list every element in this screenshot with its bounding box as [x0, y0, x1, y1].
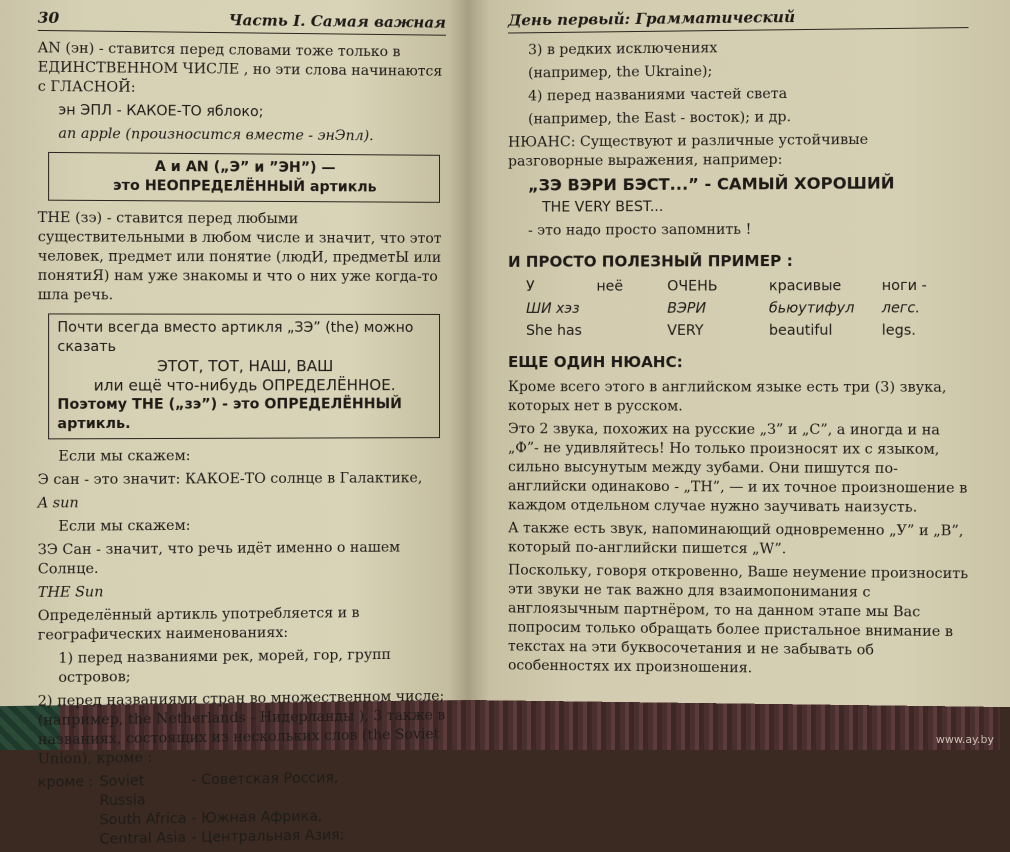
example-cell — [596, 322, 667, 341]
geo-en: South Africa — [99, 810, 187, 829]
rule-4: 4) перед названиями частей света — [528, 85, 788, 105]
rule-4-example: (например, the East - восток); и др. — [528, 109, 792, 128]
box1-line1: А и AN („Э” и ”ЭН”) — — [154, 158, 336, 177]
left-header-title: Часть I. Самая важная — [228, 10, 447, 32]
example-cell: ШИ хэз — [526, 300, 580, 317]
geo-ru: - Центральная Азия; — [191, 827, 345, 847]
nuance2-p2: Это 2 звука, похожих на русские „З” и „С”, а иногда и на „Ф”- не удивляйтесь! Но только произносят их с языком, сильно высунутым между зубами. Они пишутся по-английски одинаково - „TH”, — и их точное произношение в каждом отдельном случае нужно заучивать наизусть. — [508, 421, 968, 516]
geo-key: кроме : — [37, 773, 94, 791]
nuance2-p3: А также есть звук, напоминающий одновременно „У” и „В”, который по-английски пишется „W”. — [508, 520, 964, 558]
phrase-note: - это надо просто запомнить ! — [528, 221, 752, 239]
page-number: 30 — [37, 8, 60, 28]
geo-paragraph: Определённый артикль употребляется и в географических наименованиях: — [37, 605, 360, 644]
example-cell: ноги - — [881, 277, 927, 295]
example-cell: She has — [526, 322, 582, 339]
box2-line2: ЭТОТ, ТОТ, НАШ, ВАШ — [157, 357, 334, 376]
rule-3-example: (например, the Ukraine); — [528, 63, 713, 82]
example-cell: красивые — [768, 278, 842, 295]
sun-example-1: Э сан - это значит: КАКОЕ-ТО солнце в Галактике, — [37, 470, 423, 489]
phrase-ru: „ЗЭ ВЭРИ БЭСТ...” - САМЫЙ ХОРОШИЙ — [528, 173, 895, 195]
nuance-paragraph: НЮАНС: Существуют и различные устойчивые разговорные выражения, например: — [508, 131, 869, 170]
left-page — [0, 0, 468, 848]
box2-line4: Поэтому THE („зэ”) - это ОПРЕДЕЛЁННЫЙ артикль. — [57, 396, 402, 433]
geo-rule-2: 2) перед названиями стран во множественном числе; (например, the Netherlands - Нидерланды ), 3 также в названиях, состоящих из нескольких слов (the Soviet Union), кроме : — [37, 688, 446, 768]
example-cell — [596, 300, 667, 319]
nuance2-title: ЕЩЕ ОДИН НЮАНС: — [508, 353, 683, 372]
geo-key — [38, 811, 100, 831]
rule-3: 3) в редких исключениях — [528, 40, 718, 59]
example-cell: ОЧЕНЬ — [667, 278, 718, 295]
box2-line3: или ещё что-нибудь ОПРЕДЕЛЁННОЕ. — [93, 376, 396, 395]
right-page — [468, 0, 1010, 707]
geo-ru: - Советская Россия, — [191, 770, 339, 789]
sun-example-1-en: A sun — [37, 495, 79, 512]
example-cell: ВЭРИ — [667, 300, 707, 317]
geo-ru: - Южная Африка, — [191, 808, 323, 827]
sun-example-2-en: THE Sun — [37, 584, 104, 601]
sun-example-2: ЗЭ Сан - значит, что речь идёт именно о нашем Солнце. — [37, 539, 401, 578]
if-we-say-2: Если мы скажем: — [58, 517, 191, 535]
indefinite-article-box — [48, 152, 440, 203]
example-cell: бьюутифул — [768, 300, 855, 317]
example-cell: неё — [596, 278, 624, 295]
box1-line2: это НЕОПРЕДЕЛЁННЫЙ артикль — [113, 177, 377, 196]
example-cell: VERY — [667, 322, 704, 339]
geo-key — [38, 831, 100, 851]
right-header-title: День первый: Грамматический — [508, 7, 796, 30]
example-cell: У — [526, 278, 535, 295]
example-row — [508, 277, 969, 297]
an-example-2: an apple (произносится вместе - энЭпл). — [58, 125, 374, 145]
example-cell: легс. — [881, 300, 920, 317]
example-cell: legs. — [881, 322, 916, 339]
watermark: www.ay.by — [935, 733, 994, 746]
example-row — [508, 321, 969, 341]
an-example-1: эн ЭПЛ - КАКОЕ-ТО яблоко; — [58, 102, 264, 121]
example-title: И ПРОСТО ПОЛЕЗНЫЙ ПРИМЕР : — [508, 251, 793, 271]
nuance2-p4: Поскольку, говоря откровенно, Ваше неумение произносить эти звуки не так важно для взаимопонимания с англоязычным партнёром, то на данном этапе мы Вас попросим только обращать более пристальное внимание в текстах на эти буквосочетания и не забывать об особенностях их произношения. — [508, 562, 969, 677]
left-header — [38, 9, 446, 36]
right-header — [508, 6, 969, 34]
phrase-en: THE VERY BEST... — [542, 198, 664, 216]
if-we-say-1: Если мы скажем: — [58, 448, 191, 465]
definite-article-box — [48, 313, 440, 439]
geo-en: Soviet Russia — [99, 773, 146, 810]
an-paragraph: AN (эн) - ставится перед словами тоже только в ЕДИНСТВЕННОМ ЧИСЛЕ , но эти слова начинаются с ГЛАСНОЙ: — [37, 40, 443, 96]
nuance2-p1: Кроме всего этого в английском языке есть три (3) звука, которых нет в русском. — [508, 379, 947, 415]
example-row — [508, 299, 969, 319]
example-cell: beautiful — [768, 322, 833, 339]
box2-line1: Почти всегда вместо артикля „ЗЭ” (the) можно сказать — [57, 319, 414, 356]
geo-rule-1: 1) перед названиями рек, морей, гор, групп островов; — [58, 646, 391, 687]
geo-en: Central Asia — [99, 830, 187, 848]
the-paragraph: THE (зэ) - ставится перед любыми существительными в любом числе и значит, что этот человек, предмет или понятие (людИ, предметЫ или понятиЯ) нам уже знакомы и что о них уже когда-то шла речь. — [37, 209, 442, 304]
